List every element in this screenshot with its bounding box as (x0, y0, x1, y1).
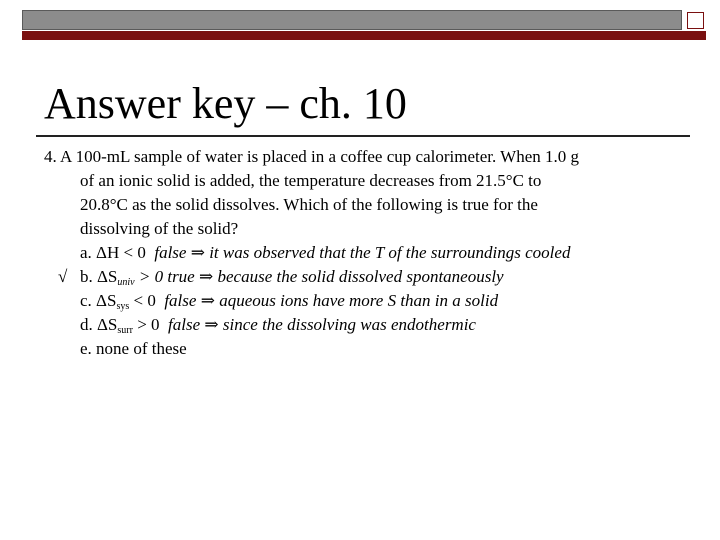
implies-arrow-icon: ⇒ (204, 315, 219, 334)
answer-a-verdict: false (154, 243, 187, 262)
answer-b-relation: > 0 (138, 267, 164, 286)
question-line-2: of an ionic solid is added, the temperature decreases from 21.5°C to (80, 171, 542, 190)
answer-a-reason: it was observed that the T of the surroundings cooled (209, 243, 571, 262)
top-red-bar (22, 31, 706, 40)
answer-d-reason: since the dissolving was endothermic (222, 315, 476, 334)
answer-b-reason: because the solid dissolved spontaneously (217, 267, 504, 286)
title-divider (36, 135, 690, 137)
answer-c (44, 289, 694, 313)
question-body (44, 145, 694, 361)
answer-d-prefix: d. ΔS (80, 315, 118, 334)
answer-d-relation: > 0 (137, 315, 160, 334)
answer-b (44, 265, 694, 289)
answer-e (44, 337, 694, 361)
question-line-3: 20.8°C as the solid dissolves. Which of the following is true for the (80, 195, 538, 214)
question-line-4: dissolving of the solid? (80, 219, 239, 238)
top-gray-bar (22, 10, 682, 30)
answer-a (44, 241, 694, 265)
answer-b-verdict: true (167, 267, 195, 286)
implies-arrow-icon: ⇒ (200, 291, 215, 310)
implies-arrow-icon: ⇒ (198, 267, 214, 286)
answer-c-subscript: sys (116, 301, 130, 312)
answer-d-verdict: false (168, 315, 201, 334)
answer-d (44, 313, 694, 337)
answer-e-prefix: e. none of these (80, 339, 187, 358)
answer-c-reason: aqueous ions have more S than in a solid (219, 291, 499, 310)
answer-b-subscript: univ (117, 277, 135, 288)
corner-square (687, 12, 704, 29)
answer-c-prefix: c. ΔS (80, 291, 117, 310)
answer-a-prefix: a. ΔH < 0 (80, 243, 146, 262)
answer-d-subscript: surr (117, 325, 133, 336)
answer-c-verdict: false (164, 291, 197, 310)
question-line-1: 4. A 100-mL sample of water is placed in a coffee cup calorimeter. When 1.0 g (44, 147, 580, 166)
check-mark-icon: √ (58, 267, 68, 286)
answer-c-relation: < 0 (133, 291, 156, 310)
top-decor-band (22, 10, 706, 40)
implies-arrow-icon: ⇒ (190, 243, 205, 262)
answer-b-prefix: b. ΔS (80, 267, 118, 286)
slide-title: Answer key – ch. 10 (44, 79, 407, 128)
